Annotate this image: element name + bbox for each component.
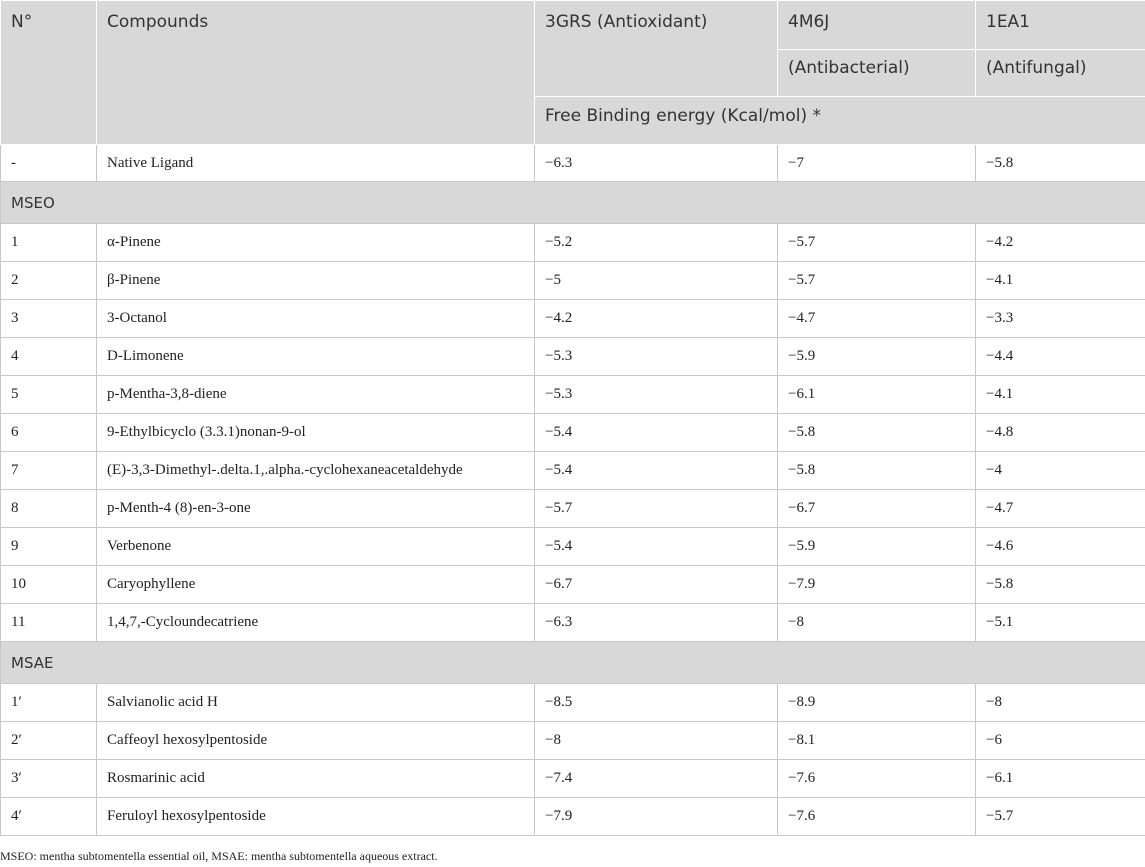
cell-compound: β-Pinene: [97, 262, 535, 300]
header-1ea1: 1EA1: [976, 1, 1145, 50]
cell-4m6j: −5.7: [778, 262, 976, 300]
cell-compound: Rosmarinic acid: [97, 760, 535, 798]
section-row-msae: [1, 642, 1145, 684]
cell-number: 11: [1, 604, 97, 642]
cell-compound: Verbenone: [97, 528, 535, 566]
cell-3grs: −5.7: [535, 490, 778, 528]
cell-compound: Caryophyllene: [97, 566, 535, 604]
table-header: [1, 1, 1145, 145]
cell-3grs: −6.7: [535, 566, 778, 604]
cell-3grs: −7.9: [535, 798, 778, 836]
table-row: [1, 224, 1145, 262]
cell-3grs: −7.4: [535, 760, 778, 798]
cell-3grs: −5.4: [535, 414, 778, 452]
cell-compound: (E)-3,3-Dimethyl-.delta.1,.alpha.-cyclohexaneacetaldehyde: [97, 452, 535, 490]
table-row: [1, 566, 1145, 604]
table-row: [1, 798, 1145, 836]
cell-number: 3′: [1, 760, 97, 798]
cell-3grs: −8.5: [535, 684, 778, 722]
table-body: [1, 145, 1145, 836]
cell-4m6j: −6.1: [778, 376, 976, 414]
cell-1ea1: −4.1: [976, 262, 1145, 300]
cell-4m6j: −5.9: [778, 338, 976, 376]
cell-compound: Salvianolic acid H: [97, 684, 535, 722]
table-row: [1, 528, 1145, 566]
section-label: MSEO: [1, 182, 1145, 224]
table-row: [1, 376, 1145, 414]
cell-number: 5: [1, 376, 97, 414]
cell-4m6j: −7.9: [778, 566, 976, 604]
cell-number: 6: [1, 414, 97, 452]
section-row-mseo: [1, 182, 1145, 224]
header-4m6j: 4M6J: [778, 1, 976, 50]
cell-1ea1: −3.3: [976, 300, 1145, 338]
cell-number: 2: [1, 262, 97, 300]
table-row: [1, 722, 1145, 760]
cell-number: -: [1, 145, 97, 182]
table-row: [1, 300, 1145, 338]
header-compounds: Compounds: [97, 1, 535, 145]
cell-1ea1: −5.1: [976, 604, 1145, 642]
cell-number: 2′: [1, 722, 97, 760]
cell-compound: p-Menth-4 (8)-en-3-one: [97, 490, 535, 528]
table-row: [1, 604, 1145, 642]
table-row-native-ligand: [1, 145, 1145, 182]
cell-4m6j: −4.7: [778, 300, 976, 338]
cell-number: 7: [1, 452, 97, 490]
cell-compound: 9-Ethylbicyclo (3.3.1)nonan-9-ol: [97, 414, 535, 452]
cell-3grs: −5.4: [535, 452, 778, 490]
cell-4m6j: −5.7: [778, 224, 976, 262]
table-row: [1, 760, 1145, 798]
cell-3grs: −5: [535, 262, 778, 300]
cell-1ea1: −4.1: [976, 376, 1145, 414]
cell-3grs: −5.3: [535, 376, 778, 414]
cell-compound: 1,4,7,-Cycloundecatriene: [97, 604, 535, 642]
table-row: [1, 338, 1145, 376]
cell-4m6j: −7.6: [778, 760, 976, 798]
cell-number: 1: [1, 224, 97, 262]
cell-number: 1′: [1, 684, 97, 722]
cell-1ea1: −4.4: [976, 338, 1145, 376]
cell-1ea1: −5.7: [976, 798, 1145, 836]
table-footnote: MSEO: mentha subtomentella essential oil, MSAE: mentha subtomentella aqueous extract.: [0, 849, 438, 863]
cell-4m6j: −5.9: [778, 528, 976, 566]
header-number: N°: [1, 1, 97, 145]
header-1ea1-sub: (Antifungal): [976, 50, 1145, 97]
section-label: MSAE: [1, 642, 1145, 684]
cell-1ea1: −4.8: [976, 414, 1145, 452]
cell-4m6j: −6.7: [778, 490, 976, 528]
cell-4m6j: −8.9: [778, 684, 976, 722]
cell-3grs: −6.3: [535, 604, 778, 642]
cell-1ea1: −4: [976, 452, 1145, 490]
cell-compound: α-Pinene: [97, 224, 535, 262]
table-row: [1, 490, 1145, 528]
cell-3grs: −6.3: [535, 145, 778, 182]
table-row: [1, 684, 1145, 722]
cell-number: 8: [1, 490, 97, 528]
header-3grs: 3GRS (Antioxidant): [535, 1, 778, 97]
cell-4m6j: −7.6: [778, 798, 976, 836]
cell-number: 3: [1, 300, 97, 338]
cell-3grs: −4.2: [535, 300, 778, 338]
cell-compound: Feruloyl hexosylpentoside: [97, 798, 535, 836]
cell-1ea1: −4.7: [976, 490, 1145, 528]
cell-1ea1: −8: [976, 684, 1145, 722]
cell-number: 4′: [1, 798, 97, 836]
cell-1ea1: −6.1: [976, 760, 1145, 798]
cell-4m6j: −5.8: [778, 452, 976, 490]
cell-4m6j: −7: [778, 145, 976, 182]
table-row: [1, 414, 1145, 452]
cell-3grs: −8: [535, 722, 778, 760]
cell-number: 9: [1, 528, 97, 566]
cell-compound: Caffeoyl hexosylpentoside: [97, 722, 535, 760]
cell-4m6j: −5.8: [778, 414, 976, 452]
cell-compound: p-Mentha-3,8-diene: [97, 376, 535, 414]
cell-3grs: −5.2: [535, 224, 778, 262]
cell-compound: 3-Octanol: [97, 300, 535, 338]
cell-number: 4: [1, 338, 97, 376]
cell-3grs: −5.3: [535, 338, 778, 376]
cell-4m6j: −8.1: [778, 722, 976, 760]
cell-4m6j: −8: [778, 604, 976, 642]
header-4m6j-sub: (Antibacterial): [778, 50, 976, 97]
cell-1ea1: −6: [976, 722, 1145, 760]
cell-1ea1: −4.2: [976, 224, 1145, 262]
cell-number: 10: [1, 566, 97, 604]
cell-compound: Native Ligand: [97, 145, 535, 182]
table-row: [1, 452, 1145, 490]
header-energy-label: Free Binding energy (Kcal/mol) *: [535, 97, 1145, 145]
table-row: [1, 262, 1145, 300]
cell-compound: D-Limonene: [97, 338, 535, 376]
cell-1ea1: −5.8: [976, 145, 1145, 182]
cell-3grs: −5.4: [535, 528, 778, 566]
cell-1ea1: −5.8: [976, 566, 1145, 604]
cell-1ea1: −4.6: [976, 528, 1145, 566]
